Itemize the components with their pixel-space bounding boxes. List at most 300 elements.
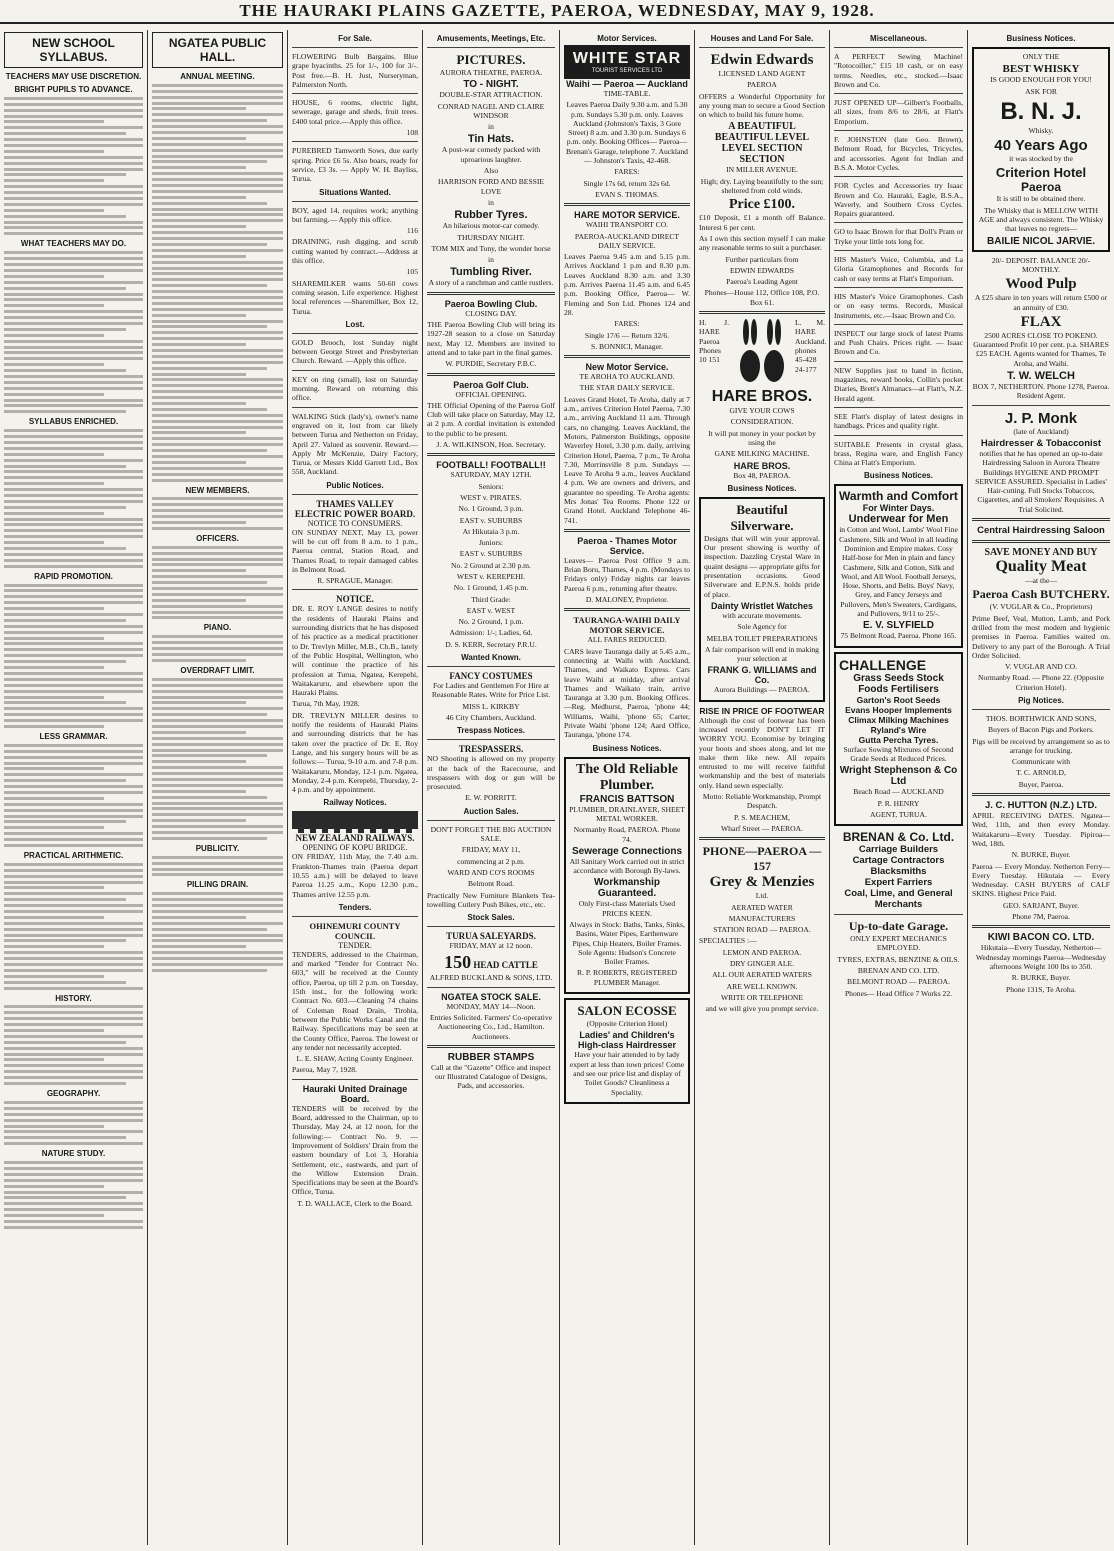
salon-body: Have your hair attended to by lady expert at less than town prices! Come and see our price list and display of Toilet Goods? Cleanliness a Speciality.	[569, 1050, 685, 1097]
costumes-title: FANCY COSTUMES	[449, 671, 533, 682]
fixture-venue: No. 2 Ground at 2.30 p.m.	[451, 560, 531, 570]
brenan-logo: BRENAN & Co. Ltd.	[842, 830, 955, 845]
subheading: WHAT TEACHERS MAY DO.	[20, 239, 127, 249]
slyfield-name: E. V. SLYFIELD	[863, 620, 934, 632]
trespass-body: NO Shooting is allowed on my property at the back of the Racecourse, and trespassers with dog or gun will be prosecuted.	[427, 754, 555, 792]
film-description: A story of a ranchman and cattle rustlers.	[428, 278, 554, 288]
fixture: WEST v. KEREPEHI.	[456, 571, 526, 581]
grey-service: and we will give you prompt service.	[705, 1004, 819, 1014]
misc-ad: FOR Cycles and Accessories try Isaac Brown and Co. Hauraki, Eagle, B.S.A., Waverly, and Southern Cross Cycles. Repairs guaranteed.	[834, 181, 963, 219]
service-title: Paeroa - Thames Motor Service.	[577, 535, 677, 556]
pulp-headline: Wood Pulp	[1005, 276, 1077, 293]
section-heading: Trespass Notices.	[456, 726, 526, 736]
agent-name: Edwin Edwards	[710, 52, 814, 68]
article-text	[152, 856, 283, 877]
section-heading: Business Notices.	[727, 483, 797, 493]
article-text	[152, 546, 283, 620]
train-illustration-icon	[292, 811, 418, 829]
classified-ad: BOY, aged 14, requires work; anything but farming.— Apply this office.	[292, 205, 418, 224]
misc-ad: F. JOHNSTON (late Geo. Brown), Belmont Road, for Bicycles, Tricycles, and accessories. Agent for Indian and B.S.A. Motor Cycles.	[834, 135, 963, 172]
borthwick-comm: Communicate with	[1012, 757, 1070, 767]
fares-body: Single 17/6 — Return 32/6.	[584, 330, 670, 340]
auction-title: DON'T FORGET THE BIG AUCTION SALE.	[430, 824, 552, 844]
notice-date: Turua, 7th May, 1928.	[292, 699, 360, 709]
section-heading: Railway Notices.	[323, 798, 387, 808]
silverware-ad	[699, 497, 825, 702]
subheading: SYLLABUS ENRICHED.	[28, 417, 119, 427]
welch-name: T. W. WELCH	[1007, 370, 1075, 383]
classified-ad: HOUSE, 6 rooms, electric light, sewerage, garage and sheds, fruit trees. £400 total price.—Apply this office.	[292, 98, 418, 126]
bnj-whisky-ad	[972, 47, 1110, 252]
saleyards-date: FRIDAY, MAY at 12 noon.	[449, 941, 533, 951]
hutton-dates: APRIL RECEIVING DATES. Ngatea—Wed, 11th, and then every Monday. Waitakaruru—Every Tuesday. Pipiroa—Wed, 18th.	[972, 811, 1110, 848]
auction-items: Practically New Furniture Blankets Tea-towelling Cutlery Push Bikes, etc., etc.	[427, 890, 555, 909]
grey-write: WRITE OR TELEPHONE	[720, 992, 804, 1002]
subheading: RAPID PROMOTION.	[34, 571, 113, 581]
column-business	[968, 30, 1114, 1545]
misc-ad: NEW Supplies just to hand in fiction, magazines, reward books, Collin's pocket Diaries, Brett's Almanacs—at Flatt's, N.Z. Herald agent.	[834, 365, 963, 403]
notice-body: TENDERS will be received by the Board, addressed to the Chairman, up to Thursday, May 24, at 12 noon, for the following:— Contract No. 9. — Improvement of Soldiers' Drain from the eastern boundary of Lot 3, Horahia Settlement, etc., eastwards, and part of the Willow Extension Drain. Specifications may be seen at the Board's Office, Turua.	[292, 1103, 418, 1197]
section-note: As I own this section myself I can make any reasonable terms to suit a purchaser.	[699, 233, 825, 253]
bnj-mellow: The Whisky that is MELLOW WITH AGE and always consistent. The Whisky that leaves no regrets—	[978, 205, 1104, 234]
club-title: Paeroa Golf Club.	[453, 379, 529, 390]
hutton-name: J. C. HUTTON (N.Z.) LTD.	[984, 800, 1098, 812]
club-body: THE Official Opening of the Paeroa Golf Club will take place on Saturday, May 12, at 2 p.m. A cordial invitation is extended to the public to be present.	[427, 400, 555, 438]
borthwick-buyers: Buyers of Bacon Pigs and Porkers.	[988, 725, 1094, 735]
film-stars: HARRISON FORD AND BESSIE LOVE	[437, 177, 545, 196]
footwear-address: Wharf Street — PAEROA.	[721, 823, 803, 833]
service-route: TE AROHA TO AUCKLAND.	[579, 372, 675, 382]
flax-body: 2500 ACRES CLOSE TO POKENO. Guaranteed Profit 10 per cent. p.a. SHARES £25 EACH. Agents wanted for Thames, Te Aroha, and Waihi.	[973, 330, 1109, 368]
film-description: A post-war comedy packed with uproarious laughter.	[441, 145, 541, 164]
challenge-products: Grass Seeds Stock Foods Fertilisers	[853, 672, 944, 695]
classified-ad: DRAINING, rush digging, and scrub cutting wanted by contract.—Address at this office.	[292, 237, 418, 266]
plumber-address: Normanby Road, PAEROA. Phone 74.	[573, 825, 681, 844]
grade-label: Seniors:	[478, 481, 504, 491]
section-heading: Business Notices.	[864, 471, 933, 481]
welch-address: BOX 7, NETHERTON. Phone 1278, Paeroa. Resident Agent.	[972, 382, 1110, 401]
notice-signature: R. SPRAGUE, Manager.	[317, 576, 393, 586]
subheading: OFFICERS.	[196, 533, 239, 543]
ad-ref: 108	[406, 128, 418, 138]
subheading: LESS GRAMMAR.	[39, 731, 108, 741]
challenge-ad	[834, 652, 963, 826]
grade-label: Third Grade:	[471, 594, 511, 604]
section-terms: £10 Deposit, £1 a month off Balance. Interest 6 per cent.	[699, 213, 825, 232]
misc-ad: JUST OPENED UP—Gilbert's Footballs, all sizes, from 8/6 to 28/6, at Flatt's Emporium.	[834, 98, 963, 126]
notice-subtitle: TENDER.	[338, 940, 372, 950]
garage-line: ONLY EXPERT MECHANICS EMPLOYED.	[850, 934, 947, 953]
agent-signature: EDWIN EDWARDS	[730, 265, 794, 275]
bnj-paeroa: Paeroa	[1020, 180, 1062, 195]
agent-name: P. R. HENRY	[877, 798, 920, 808]
hutton-sarjant: GEO. SARJANT, Buyer.	[1002, 900, 1079, 910]
butchery-quality: Quality Meat	[995, 558, 1087, 576]
notice-title: OHINEMURI COUNTY COUNCIL	[309, 920, 401, 941]
signature: S. BONNICI, Manager.	[591, 341, 663, 351]
article-title: NEW SCHOOL SYLLABUS.	[4, 32, 143, 68]
ad-ref: 116	[406, 226, 418, 236]
stock-sale-body: Entries Solicited. Farmers' Co-operative Auctioneering Co., Ltd., Hamilton. Auctioneers.	[430, 1013, 552, 1041]
hare-bros-logo: HARE BROS.	[711, 388, 813, 406]
subheading: PIANO.	[203, 623, 232, 633]
subheading: TEACHERS MAY USE DISCRETION.	[5, 72, 142, 81]
route: Waihi — Paeroa — Auckland	[566, 79, 688, 89]
garage-company: BRENAN AND CO. LTD.	[857, 966, 940, 976]
misc-ad: INSPECT our large stock of latest Prams and Push Chairs. Prices right. — Isaac Brown and Co.	[834, 328, 963, 357]
tonight: TO - NIGHT.	[463, 79, 519, 91]
hare-line: CONSIDERATION.	[730, 417, 794, 427]
notice-body: TENDERS, addressed to the Chairman, and marked "Tender for Contract No. 603," will be received at the County office, Paeroa, up till 2 p.m. on Tuesday, 15th inst., for the following work: Contract No. 603.—Cleaning 74 chains of Coleman Road Drain, Tirohia, between the Public Works Canal and the Railway. Specifications may be seen at the County Office, Paeroa. The lowest or any tender not necessarily accepted.	[292, 949, 418, 1052]
bnj-criterion: Criterion Hotel	[995, 165, 1087, 181]
monk-sub: (late of Auckland)	[1013, 426, 1069, 436]
silver-fair: A fair comparison will end in making your selection at	[705, 644, 819, 664]
section-heading: Motor Services.	[597, 34, 657, 43]
costumes-body: For Ladies and Gentlemen For Hire at Reasonable Rates. Write for Price List.	[431, 681, 551, 700]
kiwi-body: Hikutaia—Every Tuesday, Netherton—Wednesday mornings Paeroa—Wednesday afternoons Weight 100 lbs to 350.	[975, 943, 1107, 971]
brenan-line: Cartage Contractors	[852, 855, 945, 867]
butchery-save: SAVE MONEY AND BUY	[984, 547, 1098, 559]
grey-ginger: DRY GINGER ALE.	[729, 959, 795, 969]
football-date: SATURDAY, MAY 12TH.	[450, 470, 532, 480]
hare-line: GIVE YOUR COWS	[729, 406, 795, 416]
plumber-trade: PLUMBER, DRAINLAYER, SHEET METAL WORKER.	[569, 804, 685, 823]
central-saloon: Central Hairdressing Saloon	[977, 525, 1105, 537]
bnj-40-years: 40 Years Ago	[994, 137, 1088, 155]
subheading: PRACTICAL ARITHMETIC.	[23, 850, 124, 860]
trespass-title: TRESPASSERS.	[458, 744, 524, 755]
service-body: CARS leave Tauranga daily at 5.45 a.m., connecting at Waihi with Auckland, Thames, and Waikato Express. Cars leave Waihi at midday, after arrival Thames and Waikato train, arrive Tauranga at 3.30 p.m. Booking Offices.—Reg. Medhurst, Paeroa, 'phone 44; Williams, Waihi, 'phone 65; Carter, Private Waihi 'phone 124; Aard Office, Tauranga, 'phone 174.	[564, 646, 690, 740]
cattle-count: 150	[444, 952, 472, 973]
section-heading: Auction Sales.	[463, 806, 519, 816]
notice-body: DR. TREVLYN MILLER desires to notify the residents of Hauraki Plains and surrounding districts that he has taken over the practice of Dr. E. Roy Lange, and his surgery hours will be as follows:— Turua, 9-10 a.m. and 7-8 p.m. Waitakaruru, Monday, 12-1 p.m. Ngatea, Monday, 2-4 p.m. Kerepehi, Thursday, 2-4 p.m. and by appointment.	[292, 710, 418, 795]
wright-address: Beach Road — AUCKLAND	[853, 787, 944, 797]
costumes-address: 46 City Chambers, Auckland.	[445, 712, 537, 722]
hare-address: Box 48, PAEROA.	[733, 470, 791, 480]
article-text	[4, 584, 143, 728]
grey-menzies: Grey & Menzies	[709, 874, 815, 891]
plumber-name: FRANCIS BATTSON	[579, 793, 675, 805]
fixture-venue: No. 2 Ground, 1 p.m.	[458, 617, 524, 627]
logo-text: WHITE STAR	[572, 50, 682, 67]
club-signature: W. PURDIE, Secretary P.B.C.	[445, 359, 537, 369]
grey-address: STATION ROAD — PAEROA.	[713, 925, 811, 935]
stock-sale-title: NGATEA STOCK SALE.	[441, 991, 541, 1002]
service-company: WAIHI TRANSPORT CO.	[585, 220, 669, 230]
monk-name: J. P. Monk	[1004, 409, 1078, 427]
white-star-logo	[564, 45, 690, 79]
article-text	[4, 1161, 143, 1229]
grey-known: ARE WELL KNOWN.	[726, 981, 798, 991]
bnj-bailie: BAILIE NICOL JARVIE.	[987, 235, 1095, 247]
column-amusements	[423, 30, 560, 1545]
column-miscellaneous	[830, 30, 968, 1545]
section-heading: Tenders.	[338, 902, 372, 912]
silver-melba: MELBA TOILET PREPARATIONS	[706, 633, 818, 643]
section-price: Price £100.	[728, 197, 796, 213]
kiwi-phone: Phone 131S, Te Aroha.	[1006, 984, 1076, 994]
footwear-motto: Motto: Reliable Workmanship, Prompt Despatch.	[702, 792, 822, 811]
silver-company: FRANK G. WILLIAMS and Co.	[707, 665, 817, 686]
film-title: Tumbling River.	[450, 266, 532, 279]
silver-address: Aurora Buildings — PAEROA.	[714, 685, 810, 695]
butchery-name: Paeroa Cash BUTCHERY.	[972, 587, 1110, 602]
grey-lemon: LEMON AND PAEROA.	[722, 947, 802, 957]
fares-body: Single 17s 6d, return 32s 6d.	[583, 178, 671, 188]
football-signature: D. S. KERR, Secretary P.R.U.	[445, 639, 537, 649]
column-motor-services	[560, 30, 695, 1545]
article-text	[4, 97, 143, 235]
silver-watches-sub: with accurate movements.	[722, 610, 802, 620]
column-ngatea-hall	[148, 30, 288, 1545]
film-stars: TOM MIX and Tony, the wonder horse	[431, 243, 551, 253]
signature: EVAN S. THOMAS.	[595, 189, 659, 199]
service-company: THE STAR DAILY SERVICE.	[579, 383, 675, 393]
fixture-venue: At Hikutaia 3 p.m.	[462, 526, 520, 536]
hare-sign: HARE BROS.	[733, 460, 791, 471]
notice-subtitle: OPENING OF KOPU BRIDGE.	[302, 843, 408, 853]
bnj-line: it was stocked by the	[1009, 154, 1073, 164]
costumes-name: MISS L. KIRKBY	[462, 701, 520, 711]
hare-rabbits-icon	[732, 318, 792, 388]
section-heading: Stock Sales.	[467, 913, 515, 923]
footwear-headline: RISE IN PRICE OF FOOTWEAR	[699, 705, 825, 716]
club-body: THE Paeroa Bowling Club will bring its 1927-28 season to a close on Saturday next, May 12. Members are invited to attend and to take part in the final games.	[427, 320, 555, 357]
notice-subtitle: NOTICE TO CONSUMERS.	[307, 518, 403, 528]
challenge-line: Garton's Root Seeds	[856, 694, 941, 705]
column-school-syllabus	[0, 30, 148, 1545]
film-in: in	[488, 197, 494, 207]
pulp-body: A £25 share in ten years will return £500 or an annuity of £30.	[974, 293, 1108, 312]
underwear-heading: Underwear for Men	[848, 513, 949, 526]
bnj-line: ASK FOR	[1025, 86, 1057, 96]
silver-headline: Beautiful Silverware.	[730, 501, 794, 533]
borthwick-arnold: T. C. ARNOLD,	[1016, 768, 1066, 778]
hare-product: GANE MILKING MACHINE.	[714, 449, 810, 459]
butchery-body: Prime Beef, Veal, Mutton, Lamb, and Pork drilled from the most modern and hygienic premises in Paeroa. Families waited on. Delivery to any part of the Borough. A Trial Order Solicited.	[972, 613, 1110, 660]
hare-line: It will put money in your pocket by using the	[708, 428, 816, 447]
column-classifieds	[288, 30, 423, 1545]
masthead: THE HAURAKI PLAINS GAZETTE, PAEROA, WEDNESDAY, MAY 9, 1928.	[0, 0, 1114, 24]
classified-ad: WALKING Stick (lady's), owner's name engraved on it, lost from car likely between Turua and Netherton on Friday, April 27. Valued as souvenir. Reward.—Apply Mr McKenzie, Dairy Factory, Turua, or Messrs Kidd Garrett Ltd., Box 558, Auckland.	[292, 411, 418, 477]
classified-ad: FLOWERING Bulb Bargains. Blue grape hyacinths. 25 for 1/-, 100 for 3/-. Post free.—B. H. Just, Nurseryman, Palmerston North.	[292, 52, 418, 89]
section-heading: Business Notices.	[1006, 34, 1076, 43]
salon-ad	[564, 998, 690, 1104]
column-houses-land	[695, 30, 830, 1545]
article-text	[4, 1005, 143, 1085]
garage-phones: Phones— Head Office 7 Works 22.	[844, 988, 953, 998]
grey-manuf: MANUFACTURERS	[728, 913, 796, 923]
article-text	[152, 678, 283, 840]
subheading: PILLING DRAIN.	[186, 880, 249, 890]
section-heading: Wanted Known.	[461, 653, 521, 663]
section-description: High; dry. Laying beautifully to the sun; sheltered from cold winds.	[700, 176, 824, 196]
hare-left: H. J. HARE Paeroa Phones 10 151	[699, 318, 729, 365]
bnj-line: ONLY THE	[1022, 52, 1060, 61]
fixture: EAST v. WEST	[466, 605, 516, 615]
service-body: Leaves Paeroa 9.45 a.m and 5.15 p.m. Arrives Auckland 1 p.m and 8.30 p.m. Leaves Auckland 8.30 a.m. and 3.30 p.m. Arrives Paeroa 11.45 a.m. and 6.45 p.m. Booking Office, Paeroa— W. Fleming and Son Ltd. Phones 124 and 28.	[564, 252, 690, 317]
film-description: An hilarious motor-car comedy.	[442, 221, 540, 231]
thursday-night: THURSDAY NIGHT.	[457, 232, 525, 242]
classified-ad: GOLD Brooch, lost Sunday night between George Street and Presbyterian Church. Reward. —Apply this office.	[292, 337, 418, 366]
section-heading: Situations Wanted.	[319, 187, 391, 197]
plumber-stock: Always in Stock: Baths, Tanks, Sinks, Basins, Water Pipes, Earthenware Pipes, Chip Heaters, Boiler Frames. Sole Agents: Hudson's Concrete Boiler Frames.	[569, 920, 685, 967]
article-text	[152, 635, 283, 662]
hutton-buyer: N. BURKE, Buyer.	[1011, 850, 1071, 860]
brenan-line: Carriage Builders	[858, 844, 939, 856]
silver-sole: Sole Agency for	[737, 622, 787, 632]
admission: Admission: 1/-; Ladies, 6d.	[449, 628, 533, 638]
misc-ad: A PERFECT Sewing Machine! "Rotocoiller," £15 10 cash, or on easy terms. Needles, etc., stocked.—Isaac Brown and Co.	[834, 52, 963, 89]
cattle-label: HEAD CATTLE	[473, 960, 538, 971]
borthwick-role: Buyer, Paeroa.	[1018, 779, 1064, 789]
service-subtitle: ALL FARES REDUCED.	[587, 635, 667, 645]
bnj-line: Whisky.	[1028, 125, 1054, 135]
salon-name: SALON ECOSSE	[577, 1003, 677, 1019]
borthwick-pigs: Pigs will be received by arrangement so as to arrange for trucking.	[972, 736, 1110, 755]
auction-date: FRIDAY, MAY 11,	[461, 845, 521, 855]
timetable-label: TIME-TABLE.	[603, 89, 651, 98]
bnj-line: IS GOOD ENOUGH FOR YOU!	[990, 75, 1092, 85]
wright-stephenson: Wright Stephenson & Co Ltd	[839, 765, 958, 788]
section-heading: Amusements, Meetings, Etc.	[436, 34, 546, 43]
auction-time: commencing at 2 p.m.	[457, 856, 525, 866]
service-title: HARE MOTOR SERVICE.	[574, 210, 680, 221]
stock-sale-date: MONDAY, MAY 14—Noon.	[446, 1001, 536, 1011]
notice-signature: T. D. WALLACE, Clerk to the Board.	[297, 1198, 413, 1208]
article-title: NGATEA PUBLIC HALL.	[152, 32, 283, 68]
challenge-line: Evans Hooper Implements	[845, 704, 952, 715]
article-text	[4, 429, 143, 567]
notice-title: THAMES VALLEY ELECTRIC POWER BOARD.	[294, 498, 416, 519]
plumber-sewerage-body: All Sanitary Work carried out in strict accordance with Borough By-laws.	[569, 856, 685, 876]
challenge-logo: CHALLENGE	[839, 656, 927, 673]
ad-ref: 105	[406, 267, 418, 277]
footwear-body: Although the cost of footwear has been increased recently DON'T LET IT WORRY YOU. Economise by bringing your boots and shoes along, and let me make them like new. All repairs entrusted to me will receive faithful workmanship and the best of materials only. Hand sewn especially.	[699, 715, 825, 790]
stamps-body: Call at the "Gazette" Office and inspect our Illustrated Catalogue of Designs, Pads, and accessories.	[431, 1062, 551, 1091]
misc-ad: SUITABLE Presents in crystal glass, brass, Regina ware, and English Fancy China at Flatt's Emporium.	[834, 439, 963, 468]
theatre-name: AURORA THEATRE, PAEROA.	[439, 68, 543, 77]
film-in: in	[488, 122, 494, 132]
article-text	[152, 892, 283, 972]
grey-aerated: AERATED WATER	[731, 902, 793, 912]
article-text	[152, 497, 283, 529]
auction-venue: WARD AND CO'S ROOMS	[447, 867, 535, 877]
bnj-logo: B. N. J.	[1000, 97, 1082, 125]
plumber-workmanship-body: Only First-class Materials Used PRICES KEEN.	[578, 899, 676, 918]
subheading: ANNUAL MEETING.	[180, 72, 255, 81]
grey-all: ALL OUR AERATED WATERS	[712, 970, 812, 980]
saleyards-title: TURUA SALEYARDS.	[446, 931, 536, 942]
grey-specialties: SPECIALTIES :—	[699, 936, 757, 946]
butchery-address: Normanby Road. — Phone 22. (Opposite Criterion Hotel).	[978, 673, 1104, 692]
plumber-manager: R. P. ROBERTS, REGISTERED PLUMBER Manager.	[577, 968, 677, 987]
plumber-headline: The Old Reliable Plumber.	[576, 761, 678, 793]
challenge-line: Gutta Percha Tyres.	[858, 734, 939, 745]
agent-role: Paeroa's Leading Agent	[726, 277, 798, 287]
service-route: PAEROA-AUCKLAND DIRECT DAILY SERVICE.	[574, 231, 680, 250]
slyfield-ad	[834, 484, 963, 647]
misc-ad: HIS Master's Voice, Columbia, and La Gloria Gramophones and Records for cash or easy terms at Flatt's Emporium.	[834, 255, 963, 283]
section-heading: Business Notices.	[592, 743, 662, 753]
section-heading: Pig Notices.	[1018, 695, 1064, 705]
section-heading: Miscellaneous.	[870, 34, 927, 43]
brenan-line: Expert Farriers	[864, 877, 933, 889]
bnj-best: BEST WHISKY	[1002, 63, 1080, 76]
kiwi-name: KIWI BACON CO. LTD.	[987, 932, 1095, 944]
section-heading: Houses and Land For Sale.	[710, 34, 814, 43]
hutton-phone: Phone 7M, Paeroa.	[1012, 912, 1070, 922]
bnj-line: It is still to be obtained there.	[996, 194, 1086, 204]
pulp-deposit: 20/- DEPOSIT. BALANCE 20/- MONTHLY.	[991, 255, 1091, 274]
club-title: Paeroa Bowling Club.	[444, 298, 538, 309]
garage-headline: Up-to-date Garage.	[848, 919, 949, 934]
garage-line: TYRES, EXTRAS, BENZINE & OILS.	[837, 954, 960, 964]
butchery-proprietors: (V. VUGLAR & Co., Proprietors)	[989, 602, 1093, 612]
notice-signature: L. E. SHAW, Acting County Engineer.	[296, 1054, 414, 1064]
pictures-heading: PICTURES.	[456, 52, 526, 67]
plumber-workmanship: Workmanship Guaranteed.	[594, 877, 660, 900]
challenge-line: Climax Milking Machines	[848, 714, 949, 725]
notice-title: NOTICE.	[336, 594, 374, 605]
notice-title: Hauraki United Drainage Board.	[302, 1083, 408, 1104]
silver-body: Designs that will win your approval. Our present showing is worthy of inspection. Dazzling Crystal Ware in quaint designs — appropriate gifts for presentation occasions. Good Silverware and E.P.N.S. holds pride of place.	[704, 533, 820, 599]
underwear-body: in Cotton and Wool, Lambs' Wool Fine Cashmere, Silk and Wool in all leading Dominion and Empire makes. Cosy Half-hose for Men in plain and fancy Cashmere, Silk and Cotton, Silk and Wool, and All Wool. Football Jerseys, Hose, Shorts, and Belts. Boys' Navy, Grey, and Fancy Jerseys and Pullovers, Men's Sweaters, Cardigans, and Pullovers, 9/11 to 25/-.	[839, 525, 958, 619]
article-text	[4, 744, 143, 847]
monk-body: notifies that he has opened an up-to-date Hairdressing Saloon in Aurora Theatre Buildings HYGIENE AND PROMPT SERVICE ASSURED. Specialist in Ladies' Hair-cutting. Full Stocks Tobaccos, Cigarettes, and all Smokers' Requisites. A Trial Solicited.	[975, 448, 1107, 514]
stamps-title: RUBBER STAMPS	[447, 1051, 535, 1063]
club-signature: J. A. WILKINSON, Hon. Secretary.	[436, 440, 546, 450]
grade-label: Juniors:	[478, 538, 504, 548]
hare-ad	[699, 318, 825, 388]
logo-subtext: TOURIST SERVICES LTD	[591, 68, 663, 74]
challenge-surface: Surface Sowing Mixtures of Second Grade Seeds at Reduced Prices.	[843, 744, 954, 763]
subheading: NATURE STUDY.	[41, 1149, 106, 1159]
butchery-sign: V. VUGLAR AND CO.	[1004, 662, 1078, 672]
slyfield-address: 75 Belmont Road, Paeroa. Phone 165.	[840, 631, 957, 641]
section-headline: A BEAUTIFUL BEAUTIFUL LEVEL LEVEL SECTION SECTION	[714, 121, 810, 166]
kiwi-buyer: R. BURKE, Buyer.	[1011, 973, 1071, 983]
warmth-sub: For Winter Days.	[862, 503, 935, 514]
club-subtitle: CLOSING DAY.	[465, 308, 517, 318]
service-body: Leaves Grand Hotel, Te Aroha, daily at 7 a.m., arrives Criterion Hotel Paeroa, 7.30 a.m., arriving Auckland 11 a.m. Through cars, no changing. Leaves Auckland, the Motors, Palmerston Buildings, opposite Waverley Hotel, 3.30 p.m. daily, arriving Criterion Hotel, Paeroa, 7 p.m., Te Aroha 7.30, Morrinsville 8 p.m. Sundays — Leave Te Aroha 9 a.m., leaves Auckland 4 p.m. We are owners and drivers, and guarantee no speeding. Te Aroha agents: Mrs Jonas' Tea Rooms. Phone 122 or Grand Hotel. Auckland Telephone 46-741.	[564, 394, 690, 525]
film-in: in	[488, 255, 494, 265]
timetable-body: Leaves Paeroa Daily 9.30 a.m. and 5.30 p.m. Sundays 5.30 p.m. only. Leaves Auckland (Johnston's Taxis, 3 Gore Street) 8 a.m. and 3.30 p.m. Sundays 6 p.m. only. Booking Offices— Paeroa—Brenan's Garage, telephone 7. Auckland — Johnston's Taxis, 42-468.	[566, 100, 688, 166]
service-title: New Motor Service.	[585, 362, 669, 373]
article-text	[4, 251, 143, 413]
section-heading: Public Notices.	[326, 480, 384, 490]
notice-title: NEW ZEALAND RAILWAYS.	[295, 833, 415, 844]
trespass-signature: E. W. PORRITT.	[465, 793, 517, 803]
article-text	[152, 84, 283, 482]
flax-headline: FLAX	[1020, 313, 1062, 330]
fixture-venue: No. 1 Ground, 1.45 p.m.	[453, 583, 529, 593]
silver-watches: Dainty Wristlet Watches	[710, 600, 814, 611]
auctioneer: ALFRED BUCKLAND & SONS, LTD.	[429, 973, 553, 983]
butchery-at: —at the—	[1025, 576, 1057, 586]
article-text	[4, 863, 143, 990]
brenan-line: Coal, Lime, and General Merchants	[844, 888, 953, 911]
notice-body: DR. E. ROY LANGE desires to notify the residents of Hauraki Plains and surrounding districts that he has disposed of his practice as a medical practitioner to Dr. Trevlyn Miller, M.B., Ch.B., lately of the Public Hospital, Wellington, who will continue the practice of his profession at Turua, Ngatea, Kerepehi, Waitakaruru, and elsewhere upon the Hauraki Plains.	[292, 604, 418, 698]
garage-address: BELMONT ROAD — PAEROA.	[847, 977, 950, 987]
footwear-name: P. S. MEACHEM,	[734, 812, 790, 822]
salon-headline: Ladies' and Children's High-class Hairdresser	[577, 1030, 677, 1051]
agent-location: AGENT, TURUA.	[870, 809, 927, 819]
double-star: DOUBLE-STAR ATTRACTION.	[439, 90, 543, 100]
grey-ltd: Ltd.	[755, 891, 769, 901]
classified-ad: KEY on ring (small), lost on Saturday morning. Reward on returning this office.	[292, 374, 418, 403]
fixture: WEST v. PIRATES.	[460, 492, 522, 502]
